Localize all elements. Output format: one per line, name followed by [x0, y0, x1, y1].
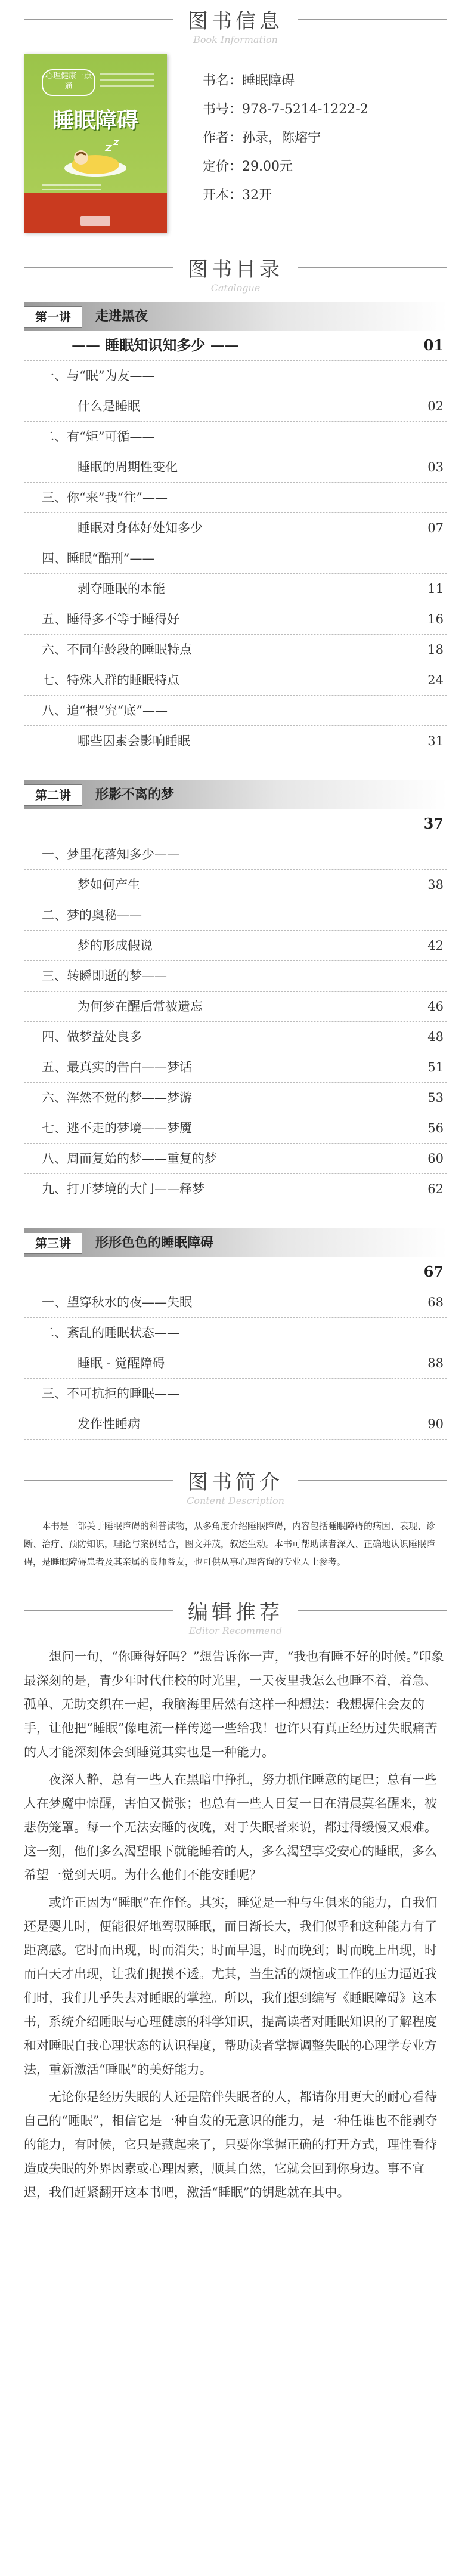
- toc-entry: [24, 1083, 447, 1113]
- toc-entry: [24, 331, 447, 361]
- meta-label: 开本：: [203, 188, 243, 203]
- toc-entry-title: 二、梦的奥秘——: [42, 908, 142, 922]
- toc-entry-title: 梦如何产生: [78, 878, 140, 892]
- cover-small-text: [100, 73, 154, 91]
- toc-page-number: 07: [427, 521, 444, 535]
- toc-entry: [24, 1113, 447, 1144]
- toc-entry-title: 六、浑然不觉的梦——梦游: [42, 1091, 192, 1105]
- editor-header: [0, 1591, 471, 1636]
- editor-heading: 编辑推荐: [188, 1601, 283, 1624]
- toc-entry-title: 四、睡眠“酷刑”——: [42, 551, 155, 566]
- meta-row-author: [203, 124, 368, 153]
- toc-entry: [24, 1052, 447, 1083]
- toc-entry: [24, 1174, 447, 1204]
- toc-page-number: 38: [427, 878, 444, 892]
- toc-page-number: 01: [423, 336, 444, 354]
- divider-line: [24, 267, 173, 268]
- toc-entry-title: 发作性睡病: [78, 1417, 140, 1431]
- toc-page-number: 48: [427, 1030, 444, 1044]
- book-info-header: [0, 0, 471, 45]
- toc-entry: [24, 635, 447, 665]
- book-info: [0, 45, 471, 242]
- toc-entry: [24, 1318, 447, 1348]
- toc-entry-title: 八、周而复始的梦——重复的梦: [42, 1151, 217, 1166]
- toc-entry-title: 睡眠 - 觉醒障碍: [78, 1356, 165, 1370]
- toc-entry-title: 三、不可抗拒的睡眠——: [42, 1386, 179, 1401]
- toc-page-number: 68: [427, 1295, 444, 1309]
- toc-entry: [24, 1287, 447, 1318]
- cover-authors: [42, 184, 101, 193]
- toc-entry: [24, 665, 447, 696]
- catalogue-header: [0, 248, 471, 294]
- divider-line: [24, 19, 173, 20]
- toc-entry: [24, 1348, 447, 1379]
- divider-line: [298, 1610, 447, 1611]
- book-info-heading: 图书信息: [188, 10, 283, 33]
- toc-page-number: 67: [423, 1263, 444, 1280]
- chapter-tag: 第三讲: [24, 1233, 82, 1254]
- toc-page-number: 03: [427, 460, 444, 474]
- book-info-heading-en: Book Information: [193, 34, 278, 45]
- cover-title: 睡眠障碍: [52, 109, 138, 133]
- divider-line: [298, 267, 447, 268]
- intro-heading: 图书简介: [188, 1471, 283, 1494]
- chapter-header: [24, 302, 447, 331]
- toc-entry: [24, 483, 447, 513]
- toc-entry-title: 二、紊乱的睡眠状态——: [42, 1326, 179, 1340]
- editor-heading-en: Editor Recommend: [188, 1625, 283, 1636]
- cover-series-badge: 心理健康一点通: [42, 69, 95, 96]
- meta-label: 定价：: [203, 159, 243, 174]
- toc-page-number: 37: [423, 815, 444, 832]
- toc-page-number: 56: [427, 1121, 444, 1135]
- meta-value: 978-7-5214-1222-2: [242, 102, 368, 117]
- toc-entry-title: 二、有“矩”可循——: [42, 430, 155, 444]
- meta-value: 睡眠障碍: [242, 73, 295, 88]
- toc-entry: [24, 452, 447, 483]
- divider-line: [298, 1480, 447, 1481]
- toc-entry-title: 睡眠的周期性变化: [78, 460, 178, 474]
- catalogue-heading-en: Catalogue: [210, 282, 261, 294]
- toc-page-number: 31: [427, 734, 444, 748]
- toc-entry-title: 哪些因素会影响睡眠: [78, 734, 190, 748]
- chapter-tag: 第二讲: [24, 784, 82, 806]
- toc-entry-title: 四、做梦益处良多: [42, 1030, 142, 1044]
- toc-entry-title: 七、特殊人群的睡眠特点: [42, 673, 179, 687]
- toc-entry: [24, 992, 447, 1022]
- toc-entry-title: 九、打开梦境的大门——释梦: [42, 1182, 204, 1196]
- toc-page-number: 53: [427, 1091, 444, 1105]
- chapter-header: [24, 780, 447, 809]
- divider-line: [24, 1610, 173, 1611]
- toc-entry: [24, 726, 447, 756]
- intro-header: [0, 1461, 471, 1506]
- toc-entry: [24, 574, 447, 604]
- toc-entry-title: 为何梦在醒后常被遗忘: [78, 999, 203, 1014]
- toc-entry: [24, 1144, 447, 1174]
- toc-entry: [24, 1409, 447, 1440]
- toc-page-number: 46: [427, 999, 444, 1014]
- chapter-tag: 第一讲: [24, 306, 82, 328]
- toc-page-number: 90: [427, 1417, 444, 1431]
- toc-entry: [24, 361, 447, 391]
- intro-heading-en: Content Description: [187, 1495, 284, 1506]
- meta-value: 29.00元: [242, 159, 293, 174]
- chapter-header: [24, 1228, 447, 1257]
- meta-label: 书号：: [203, 102, 243, 117]
- editor-paragraph: 或许正因为“睡眠”在作怪。其实，睡觉是一种与生俱来的能力，自我们还是婴儿时，便能很好地驾驭睡眠，而日渐长大，我们似乎和这种能力有了距离感。它时而出现，时而消失；时而早退，时而晚到；时而晚上出现，时而白天才出现，让我们捉摸不透。尤其，当生活的烦恼或工作的压力逼近我们时，我们儿乎失去对睡眠的掌控。所以，我们想到编写《睡眠障碍》这本书，系统介绍睡眠与心理健康的科学知识，提高读者对睡眠知识的了解程度和对睡眠自我心理状态的认识程度，帮助读者掌握调整失眠的心理学专业方法，重新激活“睡眠”的美好能力。: [24, 1895, 438, 2077]
- chapter-title: 形形色色的睡眠障碍: [95, 1235, 214, 1250]
- toc-page-number: 42: [427, 938, 444, 953]
- meta-row-title: [203, 67, 368, 95]
- toc-page-number: 60: [427, 1151, 444, 1166]
- toc-entry-title: 剥夺睡眠的本能: [78, 582, 165, 596]
- meta-value: 孙录，陈熔宁: [242, 131, 321, 146]
- toc-entry: [24, 1257, 447, 1287]
- toc-entry: [24, 513, 447, 543]
- divider-line: [298, 19, 447, 20]
- toc-entry: [24, 696, 447, 726]
- editor-paragraph: 夜深人静，总有一些人在黑暗中挣扎，努力抓住睡意的尾巴；总有一些人在梦魔中惊醒，害怕又慌张；也总有一些人日复一日在清晨莫名醒来，被悲伤笼罩。每一个无法安睡的夜晚，对于失眠者来说，都过得缓慢又艰难。这一刻，他们多么渴望眼下就能睡着的人，多么渴望享受安心的睡眠，多么希望一觉到天明。为什么他们不能安睡呢？: [24, 1772, 437, 1882]
- toc-page-number: 16: [427, 612, 444, 626]
- editor-paragraph: 想问一句，“你睡得好吗？”想告诉你一声，“我也有睡不好的时候。”印象最深刻的是，青少年时代住校的时光里，一天夜里我怎么也睡不着，着急、孤单、无助交织在一起，我脑海里居然有这样一种想法：我想握住会友的手，让他把“睡眠”像电流一样传递一些给我！也许只有真正经历过失眠痛苦的人才能深刻体会到睡觉其实也是一种能力。: [24, 1650, 444, 1759]
- toc-entry-title: 五、最真实的告白——梦话: [42, 1060, 192, 1074]
- toc-entry-title: 一、与“眠”为友——: [42, 369, 155, 383]
- toc-entry-title: 什么是睡眠: [78, 399, 140, 413]
- toc-entry: [24, 870, 447, 900]
- toc-page-number: 51: [427, 1060, 444, 1074]
- toc-entry-title: 八、追“根”究“底”——: [42, 703, 168, 718]
- toc-entry: [24, 931, 447, 961]
- meta-label: 书名：: [203, 73, 243, 88]
- toc-entry-title: 三、你“来”我“往”——: [42, 490, 168, 505]
- meta-value: 32开: [242, 188, 272, 203]
- toc-entry-title: 五、睡得多不等于睡得好: [42, 612, 179, 626]
- toc-entry-title: 睡眠对身体好处知多少: [78, 521, 203, 535]
- toc-entry: [24, 839, 447, 870]
- meta-row-price: [203, 153, 368, 181]
- toc-entry: [24, 1022, 447, 1052]
- intro-text: 本书是一部关于睡眠障碍的科普读物，从多角度介绍睡眠障碍，内容包括睡眠障碍的病因、表现、诊断、治疗、预防知识，理论与案例结合，图文并茂，叙述生动。本书可帮助读者深入、正确地认识睡眠障碍，是睡眠障碍患者及其亲属的良师益友，也可供从事心理咨询的专业人士参考。: [24, 1521, 436, 1567]
- toc-entry-title: —— 睡眠知识知多少 ——: [72, 336, 239, 354]
- toc-entry: [24, 604, 447, 635]
- meta-label: 作者：: [203, 131, 243, 146]
- chapter-title: 形影不离的梦: [95, 787, 175, 802]
- toc-page-number: 11: [427, 582, 444, 596]
- book-cover-image: [24, 54, 167, 233]
- toc-page-number: 62: [427, 1182, 444, 1196]
- toc-page-number: 18: [427, 643, 444, 657]
- book-meta: [203, 67, 368, 210]
- toc-page-number: 88: [427, 1356, 444, 1370]
- toc-entry: [24, 809, 447, 839]
- publisher-logo: [80, 216, 110, 226]
- table-of-contents: [0, 302, 471, 1440]
- editor-text: [0, 1645, 471, 2204]
- toc-entry-title: 一、梦里花落知多少——: [42, 847, 179, 861]
- meta-row-format: [203, 181, 368, 210]
- meta-row-isbn: [203, 95, 368, 124]
- catalogue-heading: 图书目录: [188, 258, 283, 282]
- toc-page-number: 24: [427, 673, 444, 687]
- sleeping-illustration-icon: [60, 137, 131, 179]
- toc-entry: [24, 900, 447, 931]
- toc-entry-title: 一、望穿秋水的夜——失眠: [42, 1295, 192, 1309]
- toc-entry: [24, 543, 447, 574]
- toc-entry: [24, 391, 447, 422]
- toc-entry-title: 六、不同年龄段的睡眠特点: [42, 643, 192, 657]
- editor-paragraph: 无论你是经历失眠的人还是陪伴失眠者的人，都请你用更大的耐心看待自己的“睡眠”，相信它是一种自发的无意识的能力，是一种任谁也不能剥夺的能力，有时候，它只是藏起来了，只要你掌握正确的打开方式，理性看待造成失眠的外界因素或心理因素，顺其自然，它就会回到你身边。事不宜迟，我们赶紧翻开这本书吧，激活“睡眠”的钥匙就在其中。: [24, 2090, 438, 2200]
- divider-line: [24, 1480, 173, 1481]
- toc-entry-title: 三、转瞬即逝的梦——: [42, 969, 167, 983]
- toc-page-number: 02: [427, 399, 444, 413]
- toc-entry: [24, 422, 447, 452]
- toc-entry: [24, 1379, 447, 1409]
- chapter-title: 走进黑夜: [95, 308, 148, 324]
- toc-entry: [24, 961, 447, 992]
- toc-entry-title: 梦的形成假说: [78, 938, 153, 953]
- toc-entry-title: 七、逃不走的梦境——梦魇: [42, 1121, 192, 1135]
